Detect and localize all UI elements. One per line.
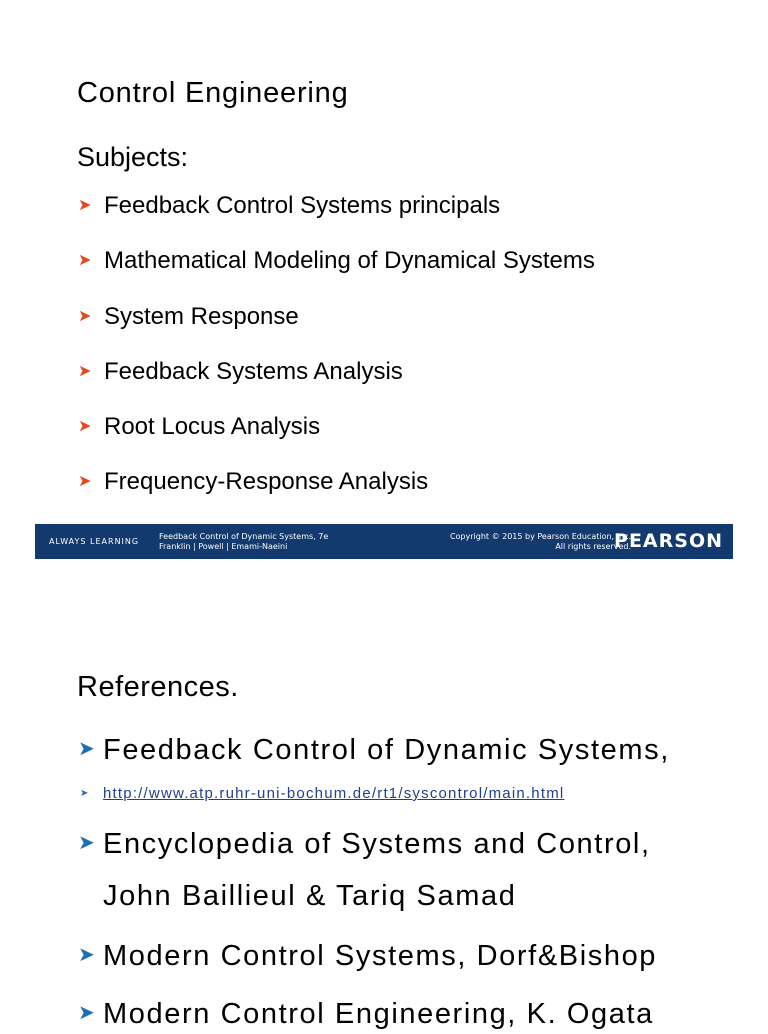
subject-label: Root Locus Analysis: [104, 413, 321, 440]
subject-label: Frequency-Response Analysis: [104, 468, 429, 495]
subject-label: Feedback Control Systems principals: [104, 192, 501, 219]
subjects-heading: Subjects:: [77, 142, 189, 172]
footer-book-title: Feedback Control of Dynamic Systems, 7e: [159, 532, 329, 541]
slide-title: Control Engineering: [77, 77, 349, 109]
arrow-right-icon: ➤: [78, 308, 92, 325]
subject-label: Mathematical Modeling of Dynamical Systems: [104, 247, 595, 274]
footer-copyright-line2: All rights reserved.: [555, 542, 631, 551]
footer-tagline: ALWAYS LEARNING: [49, 537, 140, 546]
arrow-right-icon: ➤: [78, 363, 92, 380]
arrow-right-icon: ➤: [78, 252, 92, 269]
arrow-right-icon: ➤: [78, 944, 95, 966]
footer-bar: [35, 524, 733, 559]
references-heading: References.: [77, 671, 239, 703]
subject-item: [78, 301, 299, 333]
reference-item: [78, 729, 670, 770]
footer-copyright: [450, 532, 631, 552]
subject-item: [78, 411, 320, 443]
reference-label: Modern Control Engineering, K. Ogata: [103, 998, 654, 1030]
subject-item: [78, 190, 500, 222]
subject-item: [78, 466, 428, 498]
reference-link[interactable]: http://www.atp.ruhr-uni-bochum.de/rt1/syscontrol/main.html: [103, 785, 565, 802]
arrow-right-icon: ➤: [78, 473, 92, 490]
reference-label-continued: John Baillieul & Tariq Samad: [103, 880, 517, 912]
arrow-right-icon: ➤: [78, 738, 95, 760]
arrow-right-icon: ➤: [78, 418, 92, 435]
subject-label: Feedback Systems Analysis: [104, 358, 403, 385]
subject-label: System Response: [104, 303, 299, 330]
reference-label: Feedback Control of Dynamic Systems,: [103, 734, 670, 766]
subject-item: [78, 356, 403, 388]
footer-copyright-line1: Copyright © 2015 by Pearson Education, Inc.: [449, 532, 631, 541]
pearson-logo: PEARSON: [614, 530, 723, 552]
arrow-right-icon: ➤: [78, 1002, 95, 1024]
reference-item: [78, 935, 657, 976]
footer-book-info: [159, 532, 328, 552]
arrow-right-icon: ➤: [78, 832, 95, 854]
footer-book-authors: Franklin | Powell | Emami-Naeini: [159, 542, 288, 551]
arrow-right-icon: ➤: [80, 788, 89, 799]
reference-item: [78, 993, 654, 1034]
reference-label: Modern Control Systems, Dorf&Bishop: [103, 940, 658, 972]
subject-item: [78, 245, 595, 277]
reference-link-item[interactable]: [80, 784, 564, 804]
arrow-right-icon: ➤: [78, 197, 92, 214]
reference-label: Encyclopedia of Systems and Control,: [103, 828, 651, 860]
reference-item: [78, 823, 651, 864]
